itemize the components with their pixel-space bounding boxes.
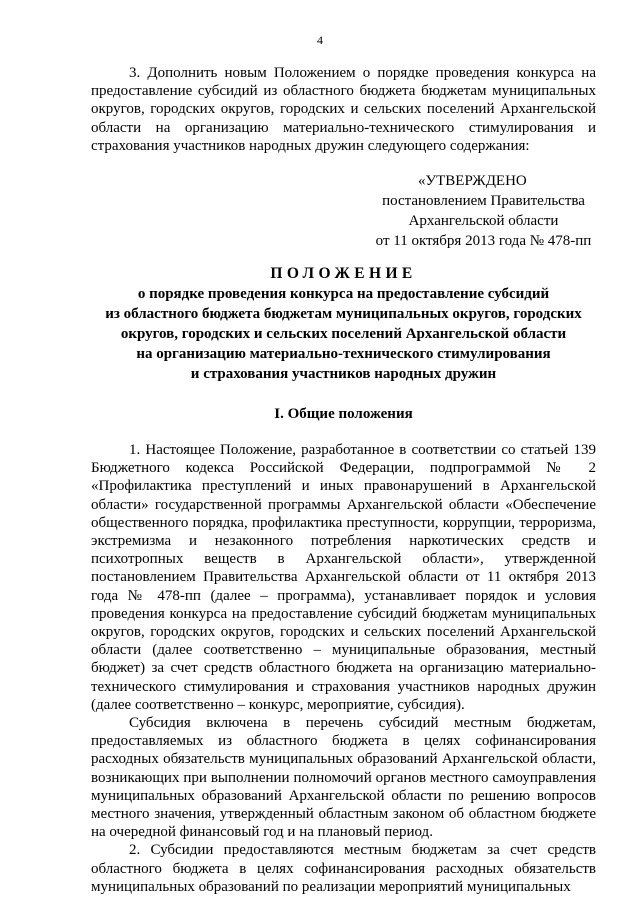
subtitle-line: из областного бюджета бюджетам муниципальных округов, городских [105,306,582,323]
subtitle-line: на организацию материально-технического стимулирования [136,346,551,363]
approval-block [366,171,601,251]
subtitle-line: о порядке проведения конкурса на предоставление субсидий [137,286,550,303]
page-number: 4 [317,33,323,47]
document-title: ПОЛОЖЕНИЕ [270,265,417,283]
approval-line-approved: «УТВЕРЖДЕНО [418,173,527,190]
document-subtitle [91,284,596,384]
section-heading: I. Общие положения [274,406,413,423]
body-paragraph: 2. Субсидии предоставляются местным бюджетам за счет средств областного бюджета в целях софинансирования расходных обязательств муниципальных образований по реализации мероприятий муниципальных [91,842,596,895]
document-body [91,64,596,896]
intro-paragraph: 3. Дополнить новым Положением о порядке проведения конкурса на предоставление субсидий из областного бюджета бюджетам муниципальных округов, городских округов, городских и сельских поселений Архангельской области на организацию материально-технического стимулирования и страхования участников народных дружин следующего содержания: [91,65,596,154]
subtitle-line: и страхования участников народных дружин [190,366,497,383]
body-paragraph: 1. Настоящее Положение, разработанное в соответствии со статьей 139 Бюджетного кодекса Российской Федерации, подпрограммой № 2 «Профилактика преступлений и иных правонарушений в Архангельской области» государственной программы Архангельской области «Обеспечение общественного порядка, профилактика преступности, коррупции, терроризма, экстремизма и незаконного потребления наркотических средств и психотропных веществ в Архангельской области», утвержденной постановлением Правительства Архангельской области от 11 октября 2013 года № 478-пп (далее – программа), устанавливает порядок и условия проведения конкурса на предоставление субсидий бюджетам муниципальных округов, городских округов, городских и сельских поселений Архангельской области (далее соответственно – муниципальные образования, местный бюджет) за счет средств областного бюджета на организацию материально-технического стимулирования и страхования участников народных дружин (далее соответственно – конкурс, мероприятие, субсидия). [91,442,596,713]
approval-line-region: Архангельской области [408,213,559,230]
subtitle-line: округов, городских и сельских поселений Архангельской области [120,326,567,343]
approval-line-resolution: постановлением Правительства [382,193,585,210]
body-paragraph: Субсидия включена в перечень субсидий местным бюджетам, предоставляемых из областного бюджета в целях софинансирования расходных обязательств муниципальных образований Архангельской области, возникающих при выполнении полномочий органов местного самоуправления муниципальных образований Архангельской области по решению вопросов местного значения, утвержденный областным законом об областном бюджете на очередной финансовый год и на плановый период. [91,715,596,841]
approval-line-date: от 11 октября 2013 года № 478-пп [375,233,592,250]
